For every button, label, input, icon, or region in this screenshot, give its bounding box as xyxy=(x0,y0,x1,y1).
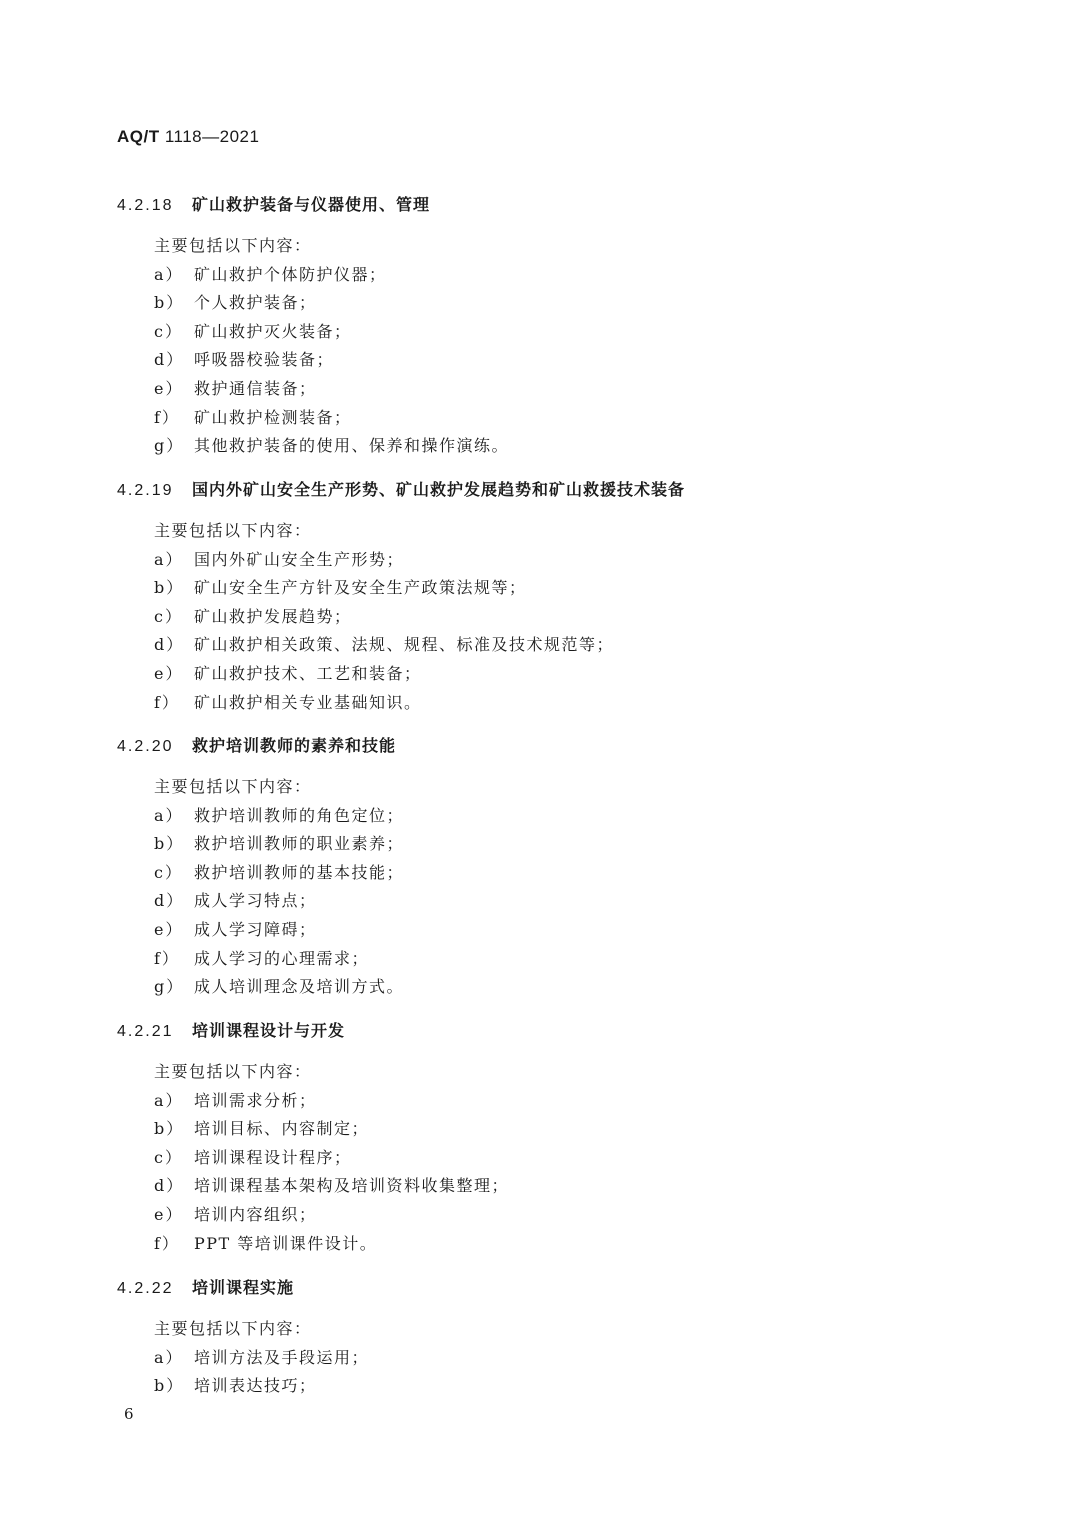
section-4-2-22 xyxy=(117,1273,1017,1401)
item-text: 矿山救护相关政策、法规、规程、标准及技术规范等； xyxy=(194,635,615,655)
list-item xyxy=(154,945,1017,974)
item-text: 救护培训教师的角色定位； xyxy=(194,805,405,825)
item-marker: f） xyxy=(154,407,180,427)
section-number: 4.2.21 xyxy=(117,1023,174,1040)
section-intro: 主要包括以下内容： xyxy=(154,1319,312,1338)
item-marker: e） xyxy=(154,663,184,683)
item-text: PPT 等培训课件设计。 xyxy=(194,1233,378,1253)
item-marker: a） xyxy=(154,549,184,569)
section-intro: 主要包括以下内容： xyxy=(154,1062,312,1081)
section-number: 4.2.22 xyxy=(117,1280,174,1297)
section-heading xyxy=(117,1273,1017,1303)
list-item xyxy=(154,887,1017,916)
section-4-2-18 xyxy=(117,190,1017,461)
item-marker: c） xyxy=(154,1147,183,1167)
list-item xyxy=(154,1144,1017,1173)
item-text: 救护通信装备； xyxy=(194,378,317,398)
list-item xyxy=(154,1201,1017,1230)
item-marker: d） xyxy=(154,1176,185,1196)
list-item xyxy=(154,1344,1017,1373)
item-marker: d） xyxy=(154,350,185,370)
item-text: 培训表达技巧； xyxy=(194,1376,317,1396)
list-item xyxy=(154,689,1017,718)
list-item xyxy=(154,859,1017,888)
list-item xyxy=(154,660,1017,689)
list-item xyxy=(154,574,1017,603)
list-item xyxy=(154,546,1017,575)
section-number: 4.2.20 xyxy=(117,738,174,755)
item-marker: d） xyxy=(154,635,185,655)
item-text: 个人救护装备； xyxy=(194,293,317,313)
item-text: 培训需求分析； xyxy=(194,1090,317,1110)
item-marker: c） xyxy=(154,606,183,626)
item-marker: c） xyxy=(154,862,183,882)
item-marker: g） xyxy=(154,977,185,997)
section-heading xyxy=(117,731,1017,761)
list-item xyxy=(154,432,1017,461)
section-4-2-19 xyxy=(117,475,1017,717)
list-item xyxy=(154,1372,1017,1401)
item-marker: b） xyxy=(154,293,185,313)
item-text: 培训目标、内容制定； xyxy=(194,1119,370,1139)
list-item xyxy=(154,346,1017,375)
list-item xyxy=(154,375,1017,404)
item-marker: a） xyxy=(154,264,184,284)
list-item xyxy=(154,1115,1017,1144)
item-text: 培训课程设计程序； xyxy=(194,1147,352,1167)
section-4-2-20 xyxy=(117,731,1017,1002)
item-marker: f） xyxy=(154,948,180,968)
item-marker: e） xyxy=(154,1204,184,1224)
list-item xyxy=(154,318,1017,347)
page-number: 6 xyxy=(124,1405,134,1423)
item-text: 成人培训理念及培训方式。 xyxy=(194,977,405,997)
item-marker: a） xyxy=(154,805,184,825)
item-marker: b） xyxy=(154,1119,185,1139)
item-marker: e） xyxy=(154,919,184,939)
item-text: 成人学习的心理需求； xyxy=(194,948,370,968)
item-text: 培训方法及手段运用； xyxy=(194,1347,370,1367)
list-item xyxy=(154,289,1017,318)
item-text: 矿山救护发展趋势； xyxy=(194,606,352,626)
section-title: 国内外矿山安全生产形势、矿山救护发展趋势和矿山救援技术装备 xyxy=(192,480,686,499)
section-heading xyxy=(117,1016,1017,1046)
page-header xyxy=(117,127,259,147)
item-marker: a） xyxy=(154,1090,184,1110)
item-text: 成人学习特点； xyxy=(194,891,317,911)
standard-number: 1118—2021 xyxy=(164,127,260,146)
item-marker: f） xyxy=(154,1233,180,1253)
item-text: 矿山救护检测装备； xyxy=(194,407,352,427)
section-heading xyxy=(117,475,1017,505)
section-number: 4.2.19 xyxy=(117,482,174,499)
section-number: 4.2.18 xyxy=(117,197,174,214)
list-item xyxy=(154,1087,1017,1116)
item-marker: b） xyxy=(154,1376,185,1396)
section-intro: 主要包括以下内容： xyxy=(154,521,312,540)
list-item xyxy=(154,603,1017,632)
section-4-2-21 xyxy=(117,1016,1017,1258)
section-title: 培训课程实施 xyxy=(192,1278,295,1297)
item-text: 矿山救护相关专业基础知识。 xyxy=(194,692,422,712)
item-text: 矿山安全生产方针及安全生产政策法规等； xyxy=(194,578,527,598)
item-text: 其他救护装备的使用、保养和操作演练。 xyxy=(194,436,510,456)
section-intro: 主要包括以下内容： xyxy=(154,236,312,255)
section-title: 培训课程设计与开发 xyxy=(192,1021,346,1040)
item-marker: c） xyxy=(154,321,183,341)
list-item xyxy=(154,404,1017,433)
item-text: 救护培训教师的职业素养； xyxy=(194,834,405,854)
section-intro: 主要包括以下内容： xyxy=(154,777,312,796)
list-item xyxy=(154,1172,1017,1201)
item-text: 救护培训教师的基本技能； xyxy=(194,862,405,882)
item-text: 国内外矿山安全生产形势； xyxy=(194,549,405,569)
section-heading xyxy=(117,190,1017,220)
item-text: 培训课程基本架构及培训资料收集整理； xyxy=(194,1176,510,1196)
item-marker: b） xyxy=(154,834,185,854)
item-marker: d） xyxy=(154,891,185,911)
list-item xyxy=(154,802,1017,831)
list-item xyxy=(154,916,1017,945)
item-marker: g） xyxy=(154,436,185,456)
item-marker: e） xyxy=(154,378,184,398)
item-text: 培训内容组织； xyxy=(194,1204,317,1224)
item-text: 成人学习障碍； xyxy=(194,919,317,939)
item-text: 呼吸器校验装备； xyxy=(194,350,335,370)
standard-code: AQ/T xyxy=(117,127,160,146)
item-marker: b） xyxy=(154,578,185,598)
item-text: 矿山救护个体防护仪器； xyxy=(194,264,387,284)
list-item xyxy=(154,631,1017,660)
section-title: 矿山救护装备与仪器使用、管理 xyxy=(192,195,431,214)
item-marker: f） xyxy=(154,692,180,712)
list-item xyxy=(154,973,1017,1002)
section-title: 救护培训教师的素养和技能 xyxy=(192,736,397,755)
item-text: 矿山救护技术、工艺和装备； xyxy=(194,663,422,683)
list-item xyxy=(154,830,1017,859)
item-text: 矿山救护灭火装备； xyxy=(194,321,352,341)
list-item xyxy=(154,1230,1017,1259)
item-marker: a） xyxy=(154,1347,184,1367)
list-item xyxy=(154,261,1017,290)
